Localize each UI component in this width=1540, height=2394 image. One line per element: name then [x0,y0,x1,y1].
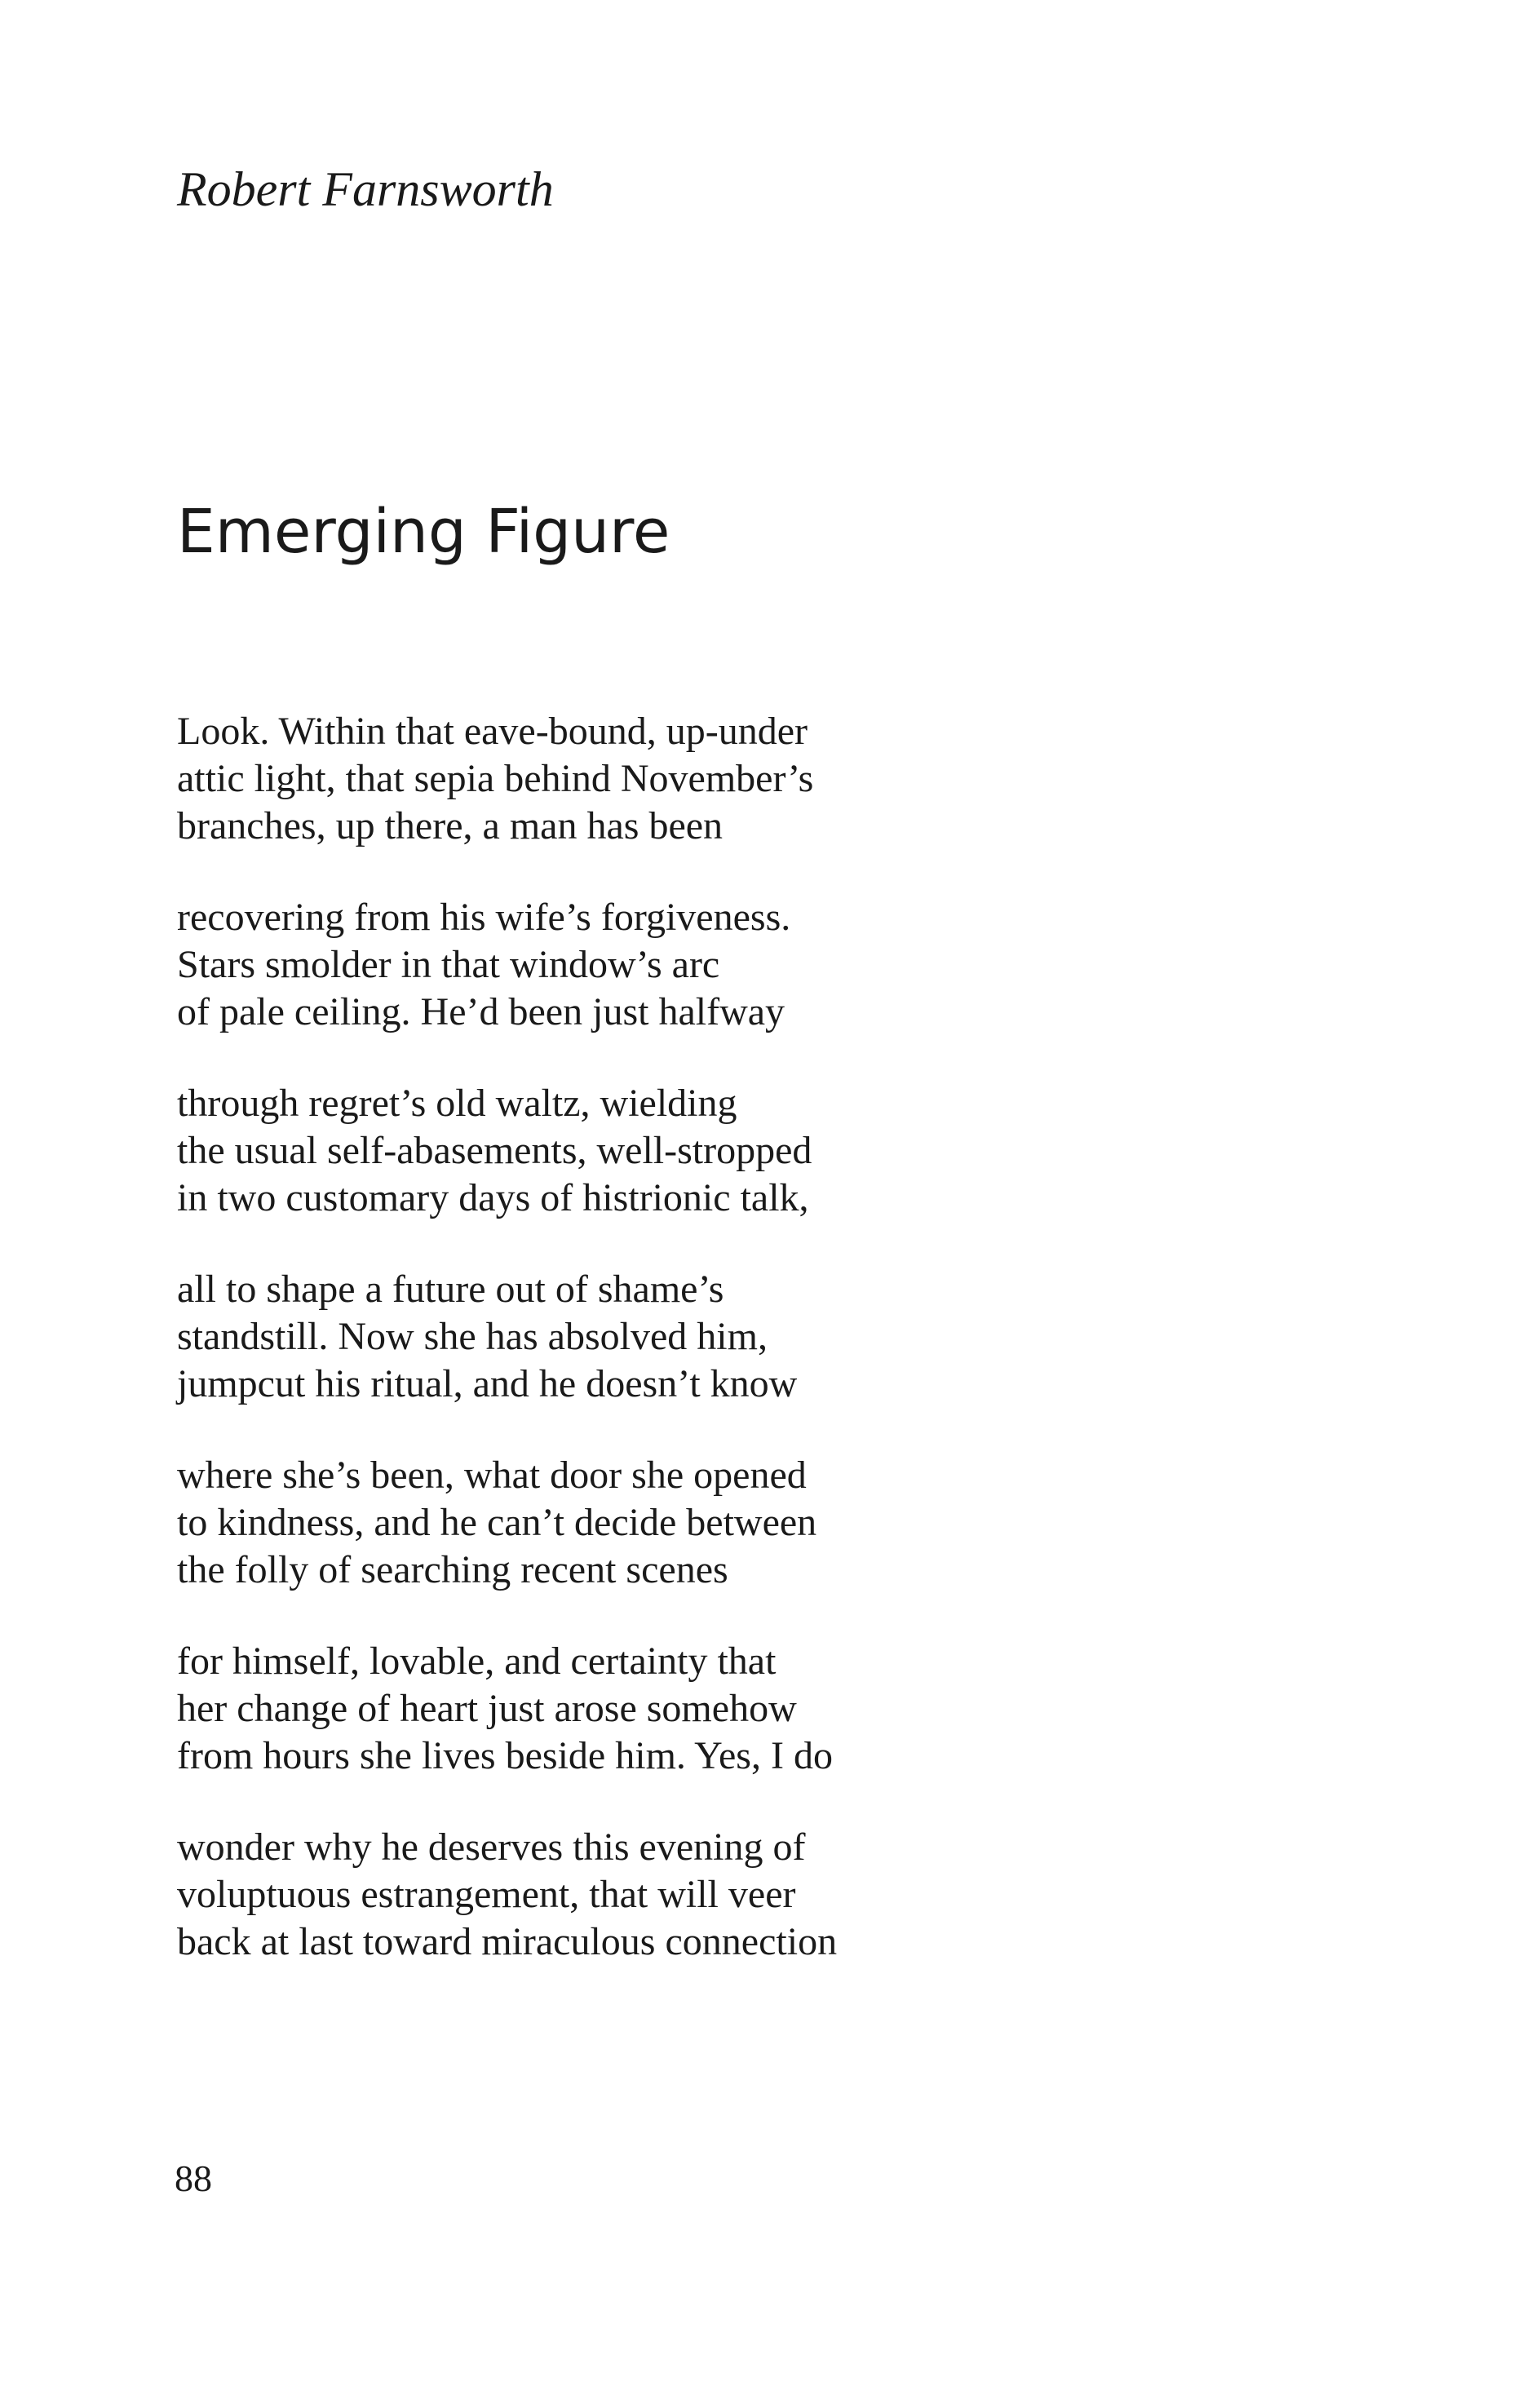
poem-line: Look. Within that eave-bound, up-under [177,710,808,753]
poem-line: attic light, that sepia behind November’s [177,757,814,800]
poem-line: wonder why he deserves this evening of [177,1825,806,1869]
poem-line: the folly of searching recent scenes [177,1548,728,1591]
page-number: 88 [175,2157,212,2199]
poem-line: her change of heart just arose somehow [177,1687,797,1730]
stanza [177,1080,1319,1222]
poem-line: branches, up there, a man has been [177,804,724,847]
poem-line: for himself, lovable, and certainty that [177,1640,777,1683]
stanza [177,708,1319,850]
stanza [177,1452,1319,1594]
poem-line: all to shape a future out of shame’s [177,1268,724,1311]
poem-body [177,708,1319,2010]
stanza [177,1638,1319,1780]
stanza [177,1824,1319,1966]
poem-line: in two customary days of histrionic talk, [177,1176,809,1219]
stanza [177,1266,1319,1408]
stanza [177,894,1319,1036]
poem-line: through regret’s old waltz, wielding [177,1082,737,1125]
poem-line: from hours she lives beside him. Yes, I do [177,1734,833,1777]
poem-line: voluptuous estrangement, that will veer [177,1873,796,1916]
poem-title: Emerging Figure [177,497,670,567]
poem-line: standstill. Now she has absolved him, [177,1315,768,1358]
poem-line: Stars smolder in that window’s arc [177,943,720,986]
poem-line: the usual self-abasements, well-stropped [177,1129,812,1172]
poem-line: to kindness, and he can’t decide between [177,1501,817,1544]
poem-line: jumpcut his ritual, and he doesn’t know [177,1362,798,1405]
poem-line: where she’s been, what door she opened [177,1454,807,1497]
author-name: Robert Farnsworth [177,162,554,216]
poem-line: recovering from his wife’s forgiveness. [177,896,791,939]
poem-line: of pale ceiling. He’d been just halfway [177,990,785,1033]
poem-line: back at last toward miraculous connection [177,1920,838,1963]
